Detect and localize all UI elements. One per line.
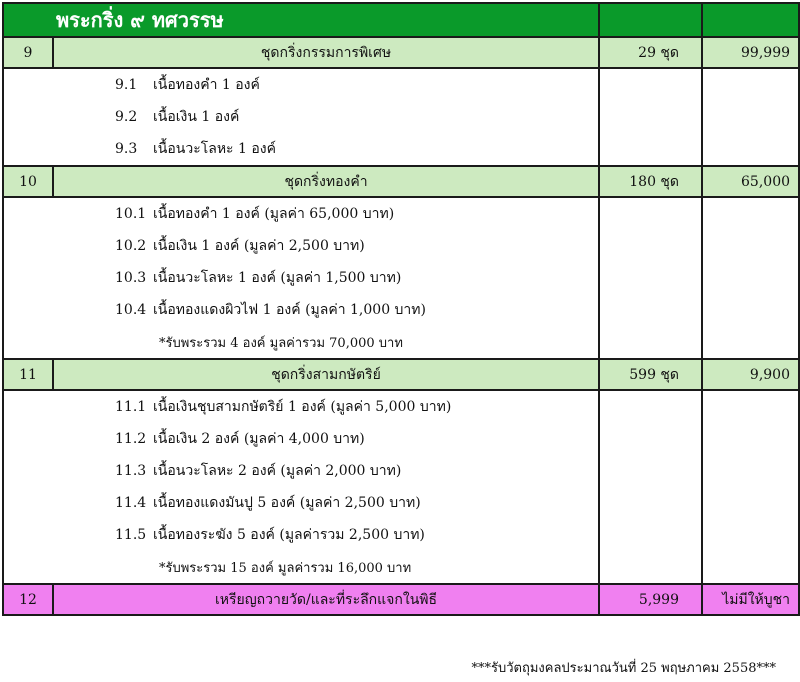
item-cell [53, 294, 599, 326]
item-text: เนื้อเงิน 2 องค์ (มูลค่า 4,000 บาท) [153, 431, 365, 447]
item-cell [53, 133, 599, 166]
item-row [3, 101, 799, 133]
item-row [3, 423, 799, 455]
item-row [3, 197, 799, 230]
section-name: ชุดกริ่งสามกษัตริย์ [53, 359, 599, 390]
section-note: *รับพระรวม 4 องค์ มูลค่ารวม 70,000 บาท [159, 335, 403, 351]
item-cell [53, 390, 599, 423]
item-row [3, 390, 799, 423]
item-row [3, 294, 799, 326]
item-cell [53, 230, 599, 262]
item-row [3, 133, 799, 166]
section-note: *รับพระรวม 15 องค์ มูลค่ารวม 16,000 บาท [159, 560, 412, 576]
table-header-row [3, 3, 799, 37]
section-quantity: 180 ชุด [599, 166, 702, 197]
section-number: 10 [3, 166, 53, 197]
item-code: 9.3 [115, 141, 138, 157]
item-code: 11.2 [115, 431, 147, 447]
item-code: 11.3 [115, 463, 147, 479]
item-code: 10.3 [115, 270, 147, 286]
item-cell [53, 262, 599, 294]
item-cell [53, 101, 599, 133]
item-row [3, 519, 799, 551]
section-row-10 [3, 166, 799, 197]
note-cell [53, 551, 599, 584]
item-text: เนื้อเงิน 1 องค์ [153, 109, 240, 125]
item-code: 9.1 [115, 77, 138, 93]
item-row [3, 455, 799, 487]
item-code: 10.2 [115, 238, 147, 254]
section-price: ไม่มีให้บูชา [702, 584, 799, 615]
item-cell [53, 519, 599, 551]
item-code: 11.1 [115, 399, 147, 415]
item-cell [53, 197, 599, 230]
item-row [3, 262, 799, 294]
item-row [3, 230, 799, 262]
item-code: 10.1 [115, 206, 147, 222]
item-text: เนื้อทองแดงมันปู 5 องค์ (มูลค่า 2,500 บาท) [153, 495, 421, 511]
item-cell [53, 455, 599, 487]
section-price: 65,000 [702, 166, 799, 197]
section-quantity: 5,999 [599, 584, 702, 615]
section-row-11 [3, 359, 799, 390]
item-text: เนื้อทองแดงผิวไฟ 1 องค์ (มูลค่า 1,000 บาท) [153, 302, 426, 318]
section-number: 9 [3, 37, 53, 68]
item-text: เนื้อทองระฆัง 5 องค์ (มูลค่ารวม 2,500 บาท) [153, 527, 425, 543]
header-price-cell [702, 3, 799, 37]
section-quantity: 599 ชุด [599, 359, 702, 390]
section-quantity: 29 ชุด [599, 37, 702, 68]
item-text: เนื้อทองคำ 1 องค์ [153, 77, 260, 93]
item-text: เนื้อเงิน 1 องค์ (มูลค่า 2,500 บาท) [153, 238, 365, 254]
amulet-price-table [2, 2, 800, 616]
note-row [3, 326, 799, 359]
item-text: เนื้อเงินชุบสามกษัตริย์ 1 องค์ (มูลค่า 5,000 บาท) [153, 399, 452, 415]
item-row [3, 68, 799, 101]
item-text: เนื้อนวะโลหะ 1 องค์ (มูลค่า 1,500 บาท) [153, 270, 402, 286]
section-name: เหรียญถวายวัด/และที่ระลึกแจกในพิธี [53, 584, 599, 615]
item-text: เนื้อนวะโลหะ 1 องค์ [153, 141, 276, 157]
section-row-12 [3, 584, 799, 615]
section-price: 9,900 [702, 359, 799, 390]
section-price: 99,999 [702, 37, 799, 68]
item-code: 11.4 [115, 495, 147, 511]
section-number: 11 [3, 359, 53, 390]
item-code: 9.2 [115, 109, 138, 125]
item-code: 11.5 [115, 527, 147, 543]
item-cell [53, 423, 599, 455]
section-name: ชุดกริ่งกรรมการพิเศษ [53, 37, 599, 68]
section-number: 12 [3, 584, 53, 615]
footer-note: ***รับวัตถุมงคลประมาณวันที่ 25 พฤษภาคม 2558*** [471, 661, 776, 676]
note-cell [53, 326, 599, 359]
header-qty-cell [599, 3, 702, 37]
table-title: พระกริ่ง ๙ ทศวรรษ [3, 3, 599, 37]
note-row [3, 551, 799, 584]
item-row [3, 487, 799, 519]
section-row-9 [3, 37, 799, 68]
item-text: เนื้อทองคำ 1 องค์ (มูลค่า 65,000 บาท) [153, 206, 395, 222]
item-cell [53, 68, 599, 101]
section-name: ชุดกริ่งทองคำ [53, 166, 599, 197]
item-text: เนื้อนวะโลหะ 2 องค์ (มูลค่า 2,000 บาท) [153, 463, 402, 479]
item-code: 10.4 [115, 302, 147, 318]
item-cell [53, 487, 599, 519]
